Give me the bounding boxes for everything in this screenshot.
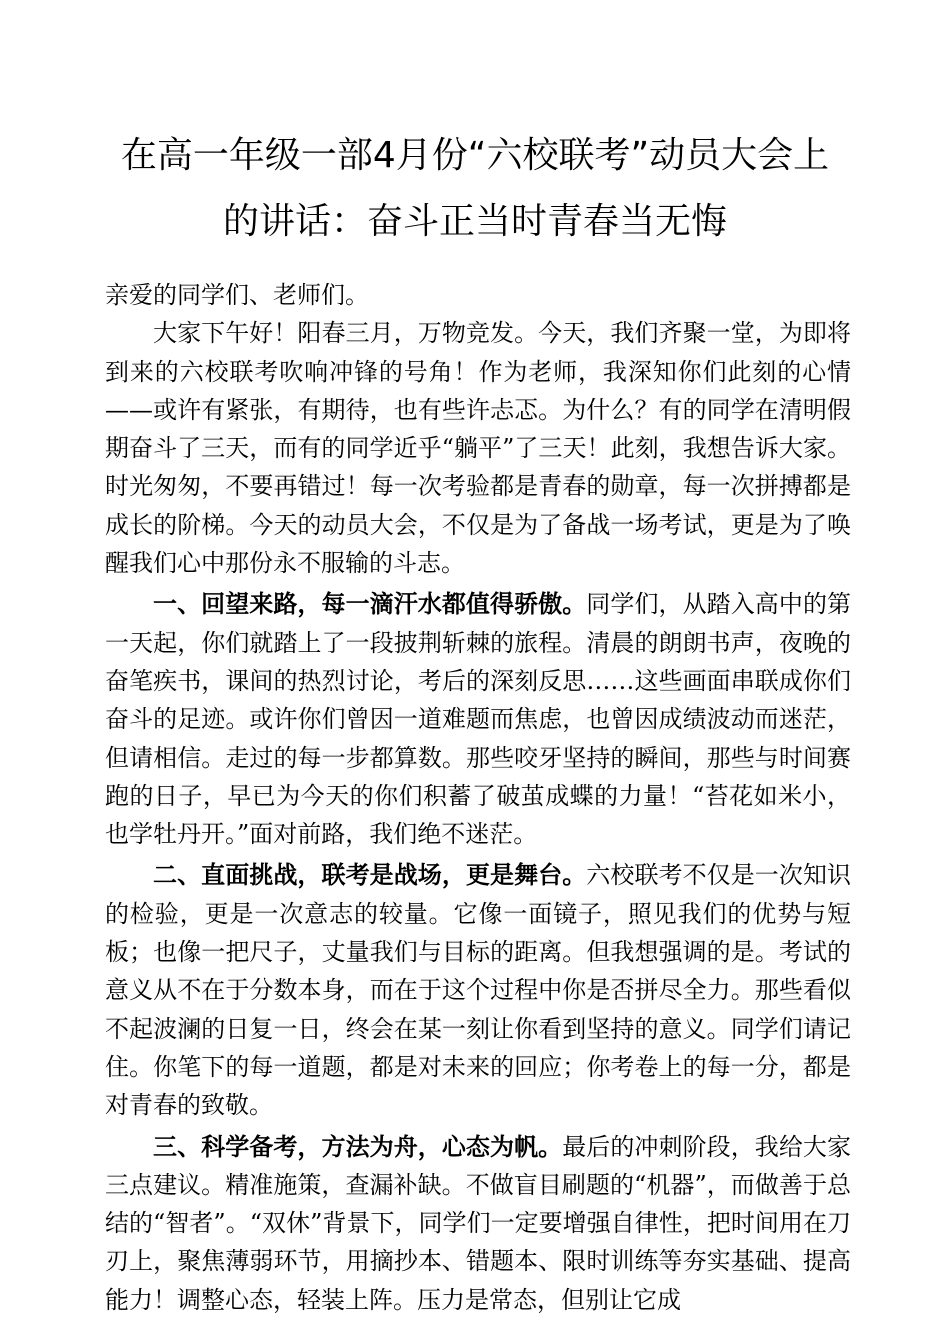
page-title-line-1: 在高一年级一部4月份“六校联考”动员大会上 [120, 135, 830, 176]
section-2-paragraph [105, 856, 851, 1124]
section-1-heading: 一、回望来路，每一滴汗水都值得骄傲。 [153, 589, 587, 619]
section-2-heading: 二、直面挑战，联考是战场，更是舞台。 [153, 860, 587, 890]
section-1-text: 同学们，从踏入高中的第一天起，你们就踏上了一段披荆斩棘的旅程。清晨的朗朗书声，夜晚的奋笔疾书，课间的热烈讨论，考后的深刻反思……这些画面串联成你们奋斗的足迹。或许你们曾因一道难题而焦虑，也曾因成绩波动而迷茫，但请相信。走过的每一步都算数。那些咬牙坚持的瞬间，那些与时间赛跑的日子，早已为今天的你们积蓄了破茧成蝶的力量！“苔花如米小，也学牡丹开。”面对前路，我们绝不迷茫。 [105, 590, 852, 849]
document-body [105, 276, 851, 1319]
section-3-heading: 三、科学备考，方法为舟，心态为帆。 [153, 1131, 563, 1161]
section-1-paragraph [105, 585, 851, 853]
section-3-text: 最后的冲刺阶段，我给大家三点建议。精准施策，查漏补缺。不做盲目刷题的“机器”，而做善于总结的“智者”。“双休”背景下，同学们一定要增强自律性，把时间用在刀刃上，聚焦薄弱环节，用摘抄本、错题本、限时训练等夯实基础、提高能力！调整心态，轻装上阵。压力是常态，但别让它成 [105, 1132, 852, 1314]
section-3-paragraph [105, 1128, 851, 1319]
intro-paragraph: 大家下午好！阳春三月，万物竞发。今天，我们齐聚一堂，为即将到来的六校联考吹响冲锋的号角！作为老师，我深知你们此刻的心情——或许有紧张，有期待，也有些许忐忑。为什么？有的同学在清明假期奋斗了三天，而有的同学近乎“躺平”了三天！此刻，我想告诉大家。时光匆匆，不要再错过！每一次考验都是青春的勋章，每一次拼搏都是成长的阶梯。今天的动员大会，不仅是为了备战一场考试，更是为了唤醒我们心中那份永不服输的斗志。 [105, 319, 851, 578]
salutation: 亲爱的同学们、老师们。 [105, 281, 369, 309]
page-title-line-2: 的讲话：奋斗正当时青春当无悔 [222, 201, 727, 242]
section-2-text: 六校联考不仅是一次知识的检验，更是一次意志的较量。它像一面镜子，照见我们的优势与短板；也像一把尺子，丈量我们与目标的距离。但我想强调的是。考试的意义从不在于分数本身，而在于这个过程中你是否拼尽全力。那些看似不起波澜的日复一日，终会在某一刻让你看到坚持的意义。同学们请记住。你笔下的每一道题，都是对未来的回应；你考卷上的每一分，都是对青春的致敬。 [105, 861, 852, 1120]
